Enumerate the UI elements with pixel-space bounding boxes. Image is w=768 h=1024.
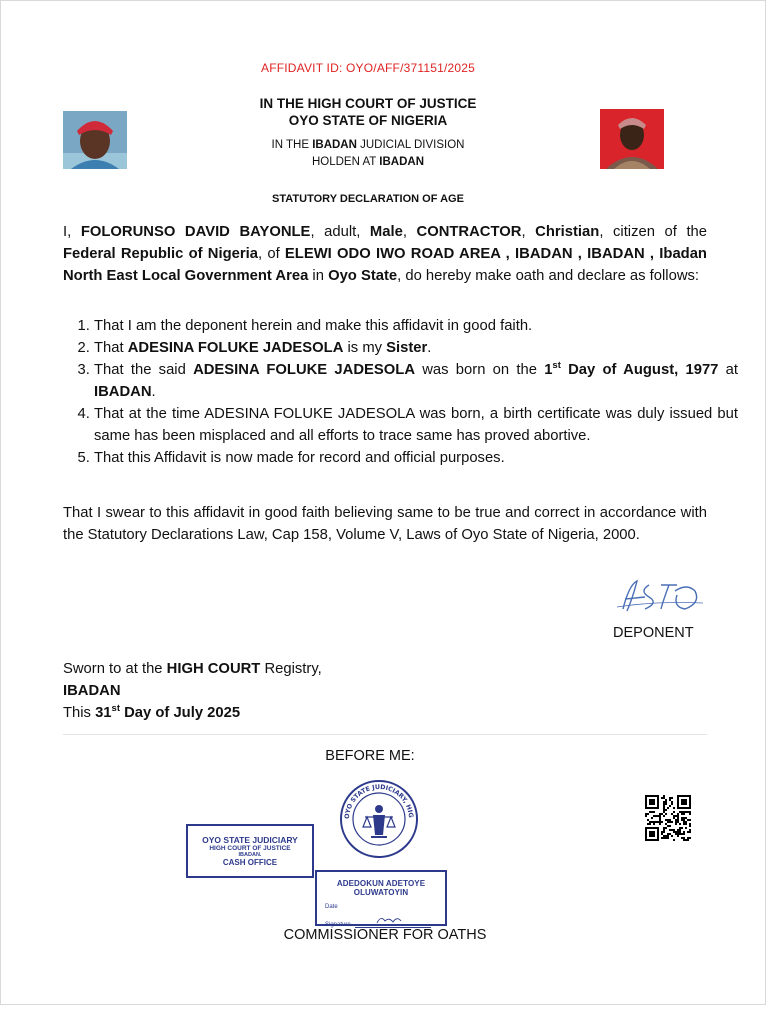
court-title-line2: OYO STATE OF NIGERIA [288, 113, 448, 128]
divider [63, 734, 707, 735]
commissioner-stamp [315, 870, 447, 926]
judiciary-seal [337, 779, 421, 859]
stamp1-line1: OYO STATE JUDICIARY [202, 835, 298, 845]
deponent-signature [615, 577, 705, 617]
stamp2-date-row [325, 904, 445, 910]
point-2: 2. That ADESINA FOLUKE JADESOLA is my Sister. [94, 337, 738, 359]
sworn-line1: Sworn to at the HIGH COURT Registry, [63, 661, 322, 677]
commissioner-name: ADEDOKUN ADETOYE OLUWATOYIN [336, 879, 426, 897]
deponent-label: DEPONENT [613, 625, 694, 641]
cash-office-stamp [186, 824, 314, 878]
point-1: 1. That I am the deponent herein and make this affidavit in good faith. [94, 315, 738, 337]
affidavit-id: AFFIDAVIT ID: OYO/AFF/371151/2025 [260, 61, 476, 75]
holden-at: HOLDEN AT IBADAN [311, 156, 425, 168]
sworn-date: This 31st Day of July 2025 [63, 703, 241, 721]
before-me-label: BEFORE ME: [325, 748, 415, 764]
qr-code[interactable] [645, 795, 691, 841]
stamp1-line2: HIGH COURT OF JUSTICE [209, 845, 291, 852]
declaration-points [63, 315, 738, 469]
point-4: 4. That at the time ADESINA FOLUKE JADESOLA was born, a birth certificate was duly issued but same has been misplaced and all efforts to trace same has proved abortive. [94, 403, 738, 447]
stamp1-line3: IBADAN. [238, 852, 262, 858]
court-title-line1: IN THE HIGH COURT OF JUSTICE [259, 96, 477, 111]
sworn-block [63, 658, 322, 724]
sworn-city: IBADAN [63, 683, 121, 699]
intro-paragraph: I, FOLORUNSO DAVID BAYONLE, adult, Male, CONTRACTOR, Christian, citizen of the Federal Republic of Nigeria, of ELEWI ODO IWO ROAD AREA , IBADAN , IBADAN , Ibadan North East Local Government Area in Oyo State, do hereby make oath and declare as follows: [63, 224, 708, 284]
document-title: STATUTORY DECLARATION OF AGE [272, 193, 464, 205]
point-3: 3. That the said ADESINA FOLUKE JADESOLA was born on the 1st Day of August, 1977 at IBADAN. [94, 359, 738, 403]
svg-text:OYO STATE JUDICIARY, HIGH COUR: OYO STATE JUDICIARY, HIG [343, 783, 415, 820]
point-5: 5. That this Affidavit is now made for record and official purposes. [94, 447, 738, 469]
commissioner-label: COMMISSIONER FOR OATHS [283, 927, 487, 943]
stamp1-line4: CASH OFFICE [222, 858, 278, 867]
stamp2-date-label: Date [325, 904, 338, 910]
oath-paragraph: That I swear to this affidavit in good faith believing same to be true and correct in accordance with the Statutory Declarations Law, Cap 158, Volume V, Laws of Oyo State of Nigeria, 2000. [63, 505, 707, 543]
judicial-division: IN THE IBADAN JUDICIAL DIVISION [271, 139, 465, 151]
stamp2-signature-label: Signature [325, 922, 351, 928]
